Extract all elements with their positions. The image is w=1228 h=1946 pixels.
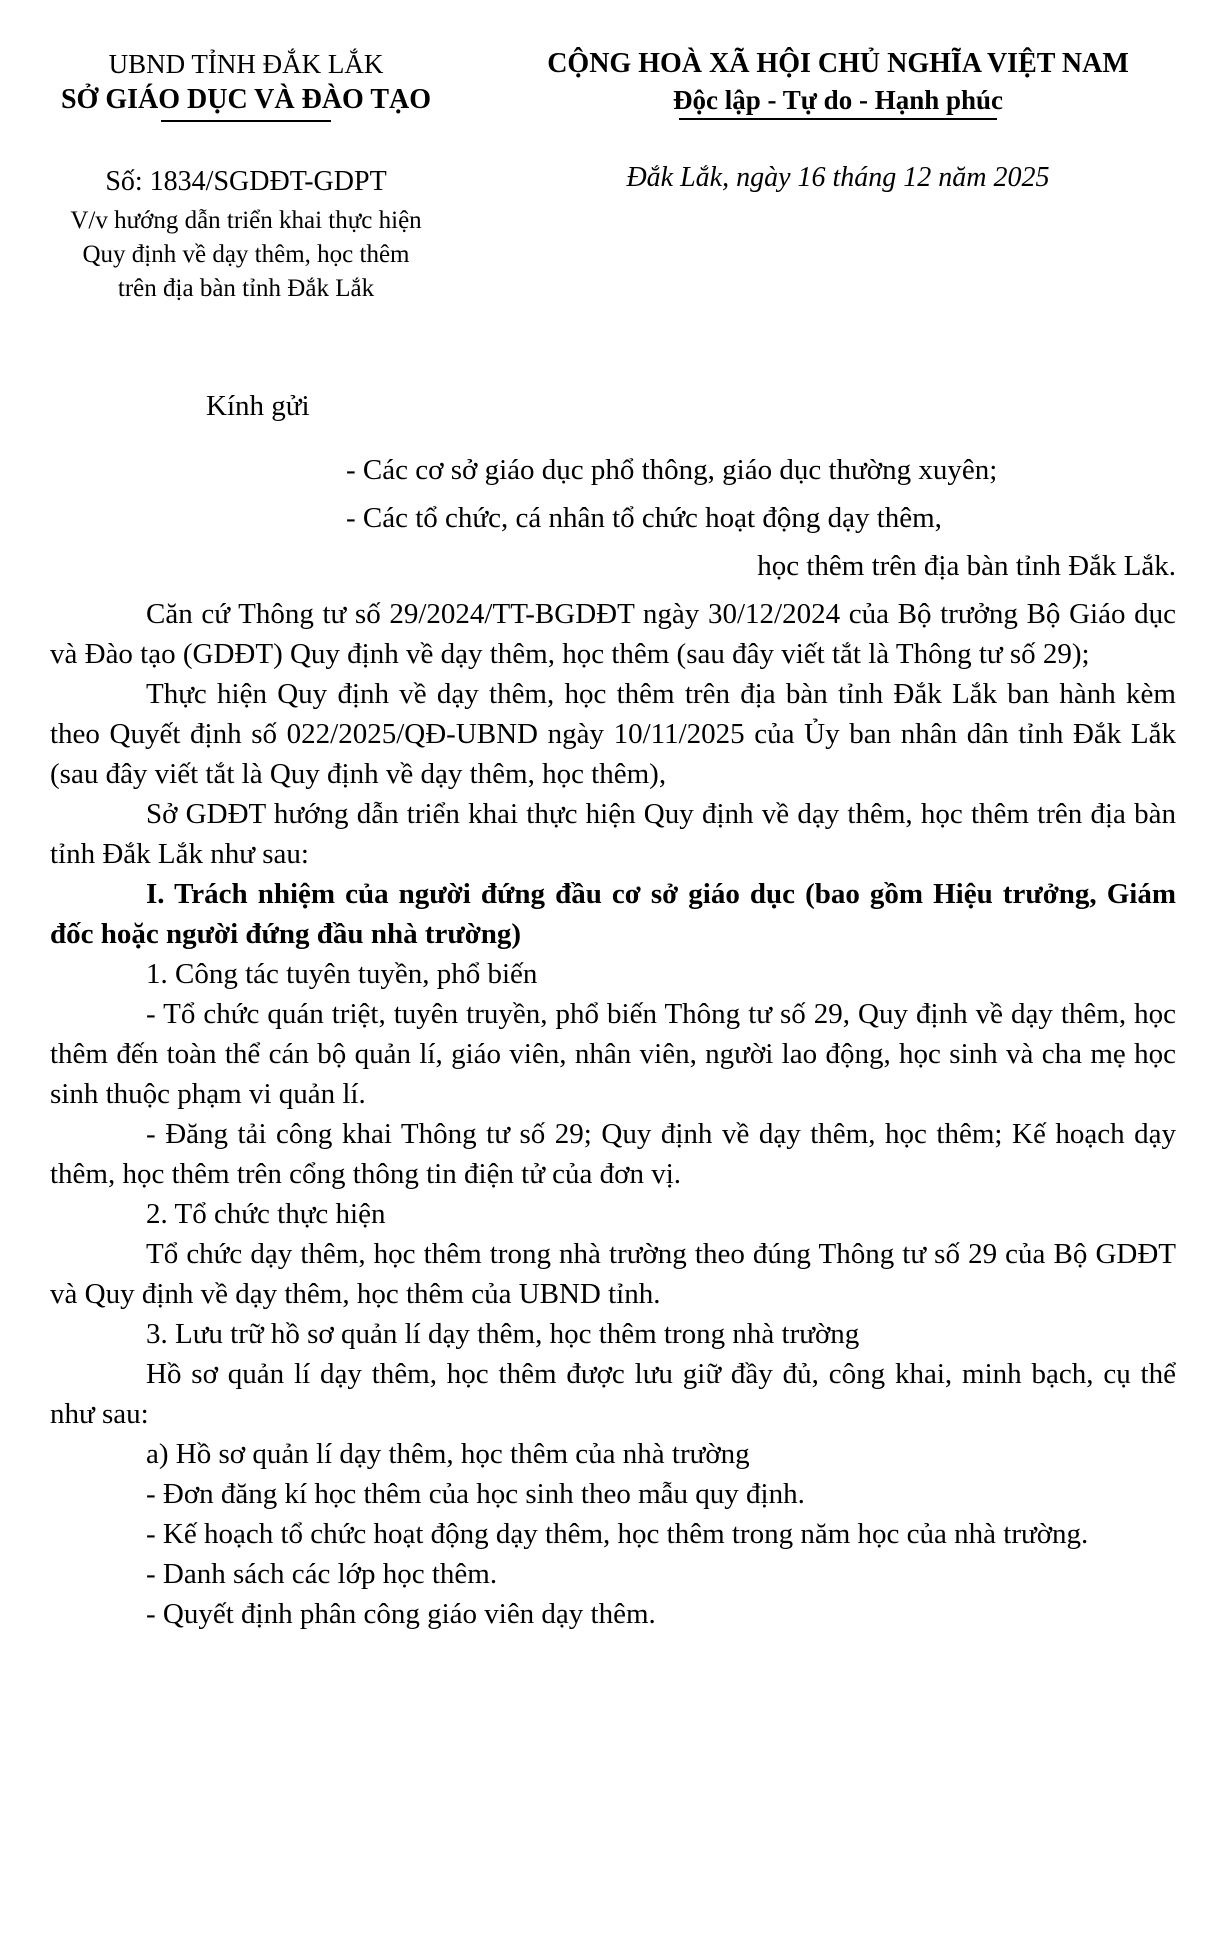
bullet-paragraph: - Kế hoạch tổ chức hoạt động dạy thêm, học thêm trong năm học của nhà trường. [146,1518,1089,1550]
recipient-line: học thêm trên địa bàn tỉnh Đắk Lắk. [757,550,1176,582]
document-subject [48,204,444,306]
recipient-line: - Các cơ sở giáo dục phổ thông, giáo dục thường xuyên; [346,454,998,486]
national-title-block [488,46,1188,120]
subsection-heading: 3. Lưu trữ hồ sơ quản lí dạy thêm, học thêm trong nhà trường [146,1318,860,1350]
recipient-line: - Các tổ chức, cá nhân tổ chức hoạt động dạy thêm, [346,502,942,534]
subject-line: trên địa bàn tỉnh Đắk Lắk [117,275,375,302]
paragraph: Tổ chức dạy thêm, học thêm trong nhà trường theo đúng Thông tư số 29 của Bộ GDĐT và Quy định về dạy thêm, học thêm của UBND tỉnh. [50,1238,1176,1310]
parent-agency: UBND TỈNH ĐẮK LẮK [108,49,384,79]
subject-line: V/v hướng dẫn triển khai thực hiện [70,207,422,234]
subject-line: Quy định về dạy thêm, học thêm [82,241,410,268]
bullet-paragraph: - Đơn đăng kí học thêm của học sinh theo mẫu quy định. [146,1478,805,1510]
paragraph-legal-basis: Căn cứ Thông tư số 29/2024/TT-BGDĐT ngày 30/12/2024 của Bộ trưởng Bộ Giáo dục và Đào tạo (GDĐT) Quy định về dạy thêm, học thêm (sau đây viết tắt là Thông tư số 29); [50,598,1176,670]
place-and-date: Đắk Lắk, ngày 16 tháng 12 năm 2025 [626,162,1050,193]
item-heading: a) Hồ sơ quản lí dạy thêm, học thêm của nhà trường [146,1438,750,1470]
national-motto: Độc lập - Tự do - Hạnh phúc [672,85,1004,115]
agency-name: SỞ GIÁO DỤC VÀ ĐÀO TẠO [60,84,431,115]
subsection-heading: 1. Công tác tuyên tuyền, phổ biến [146,958,538,990]
issuing-agency-block [48,46,444,122]
paragraph-implementation: Thực hiện Quy định về dạy thêm, học thêm trên địa bàn tỉnh Đắk Lắk ban hành kèm theo Quyết định số 022/2025/QĐ-UBND ngày 10/11/2025 của Ủy ban nhân dân tỉnh Đắk Lắk (sau đây viết tắt là Quy định về dạy thêm, học thêm), [50,678,1176,790]
agency-underline [161,120,331,122]
paragraph: Hồ sơ quản lí dạy thêm, học thêm được lưu giữ đầy đủ, công khai, minh bạch, cụ thể như sau: [50,1358,1176,1430]
motto-underline [679,118,997,120]
salutation: Kính gửi [206,390,310,422]
subsection-heading: 2. Tổ chức thực hiện [146,1198,386,1230]
national-title: CỘNG HOÀ XÃ HỘI CHỦ NGHĨA VIỆT NAM [547,48,1129,79]
bullet-paragraph: - Danh sách các lớp học thêm. [146,1558,498,1590]
bullet-paragraph: - Đăng tải công khai Thông tư số 29; Quy định về dạy thêm, học thêm; Kế hoạch dạy thêm, học thêm trên cổng thông tin điện tử của đơn vị. [50,1118,1176,1190]
paragraph-guidance-intro: Sở GDĐT hướng dẫn triển khai thực hiện Quy định về dạy thêm, học thêm trên địa bàn tỉnh Đắk Lắk như sau: [50,798,1176,870]
document-number: Số: 1834/SGDĐT-GDPT [105,166,387,197]
section-heading: I. Trách nhiệm của người đứng đầu cơ sở giáo dục (bao gồm Hiệu trưởng, Giám đốc hoặc người đứng đầu nhà trường) [50,878,1176,950]
document-body [50,386,1176,1634]
bullet-paragraph: - Tổ chức quán triệt, tuyên truyền, phổ biến Thông tư số 29, Quy định về dạy thêm, học thêm đến toàn thể cán bộ quản lí, giáo viên, nhân viên, người lao động, học sinh và cha mẹ học sinh thuộc phạm vi quản lí. [50,998,1176,1110]
bullet-paragraph: - Quyết định phân công giáo viên dạy thêm. [146,1598,656,1630]
